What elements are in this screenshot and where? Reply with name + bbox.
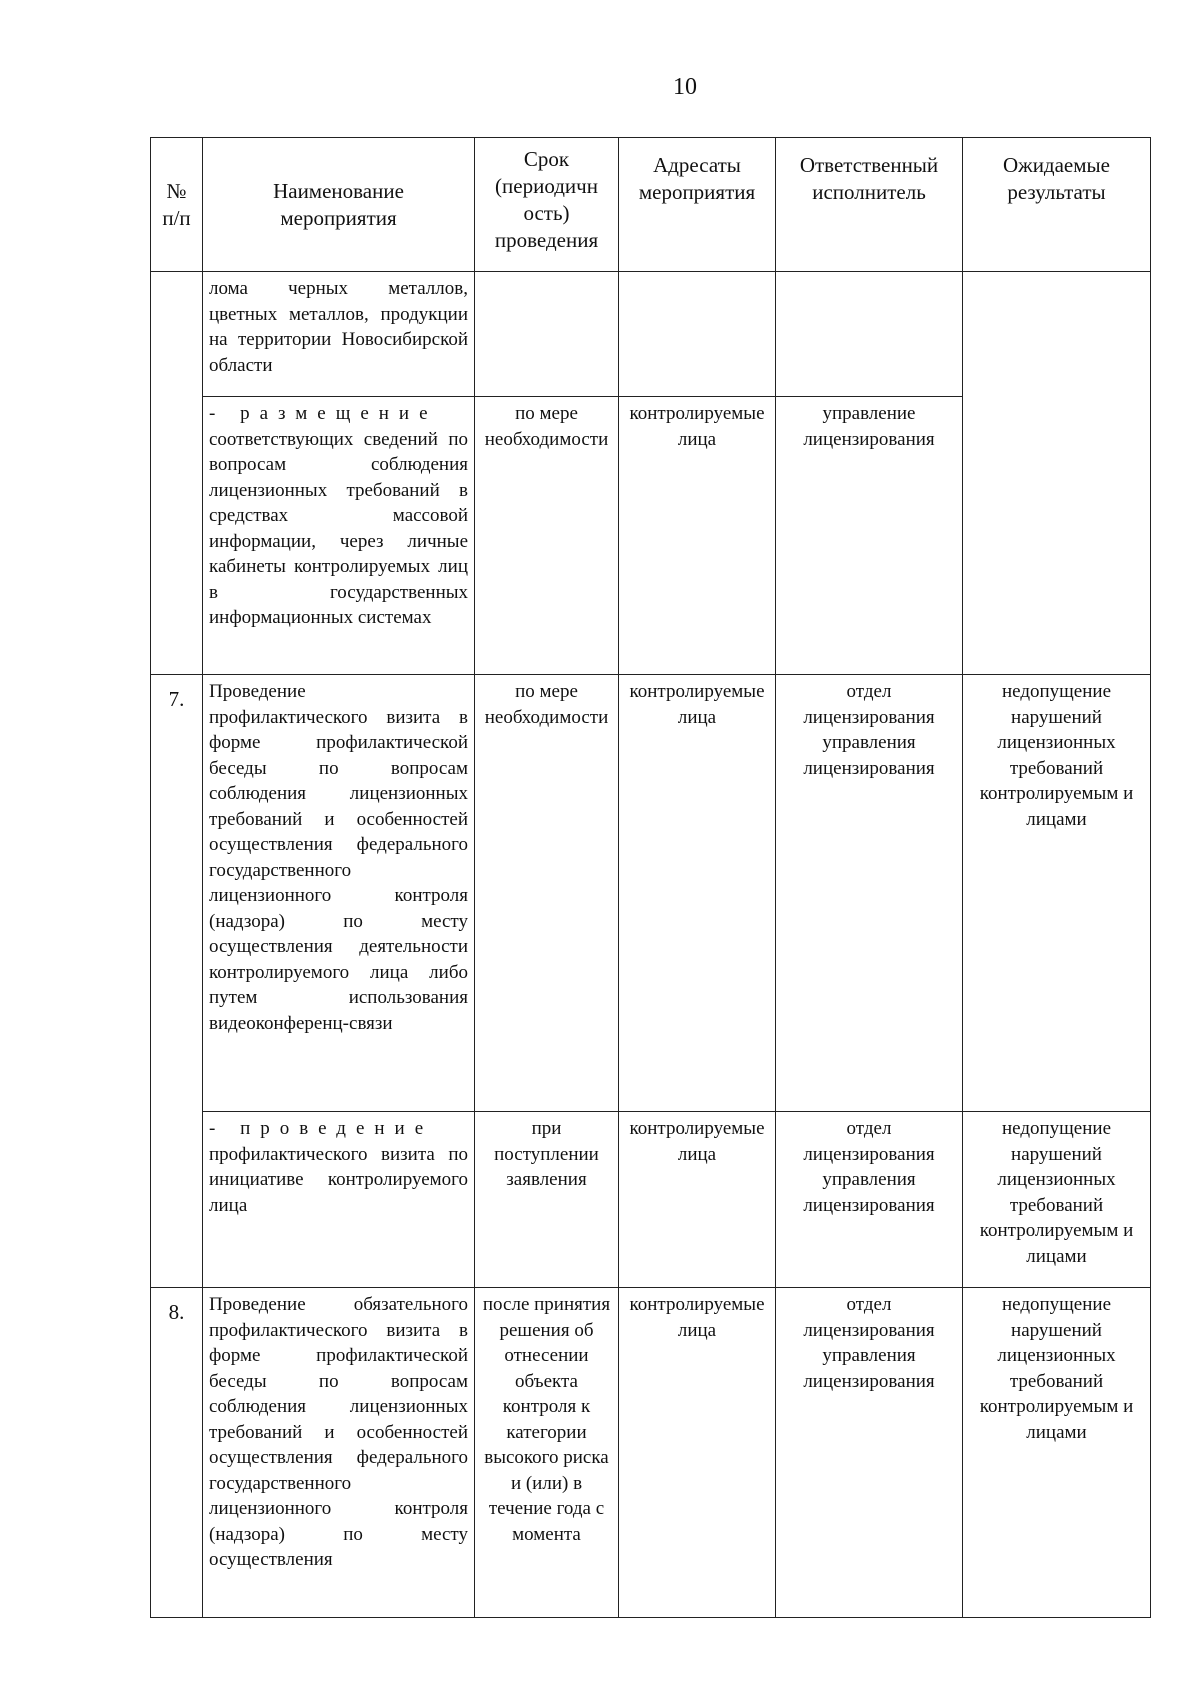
page-number: 10 <box>673 74 697 100</box>
header-num <box>151 138 203 272</box>
row-name-cell: лома черных металлов, цветных металлов, продукции на территории Новосибирской области <box>203 272 475 397</box>
header-term-line: Срок <box>523 147 570 171</box>
row-term-cell: после принятия решения об отнесении объекта контроля к категории высокого риска и (или) в течение года с момента <box>475 1288 619 1618</box>
row-term-cell: по мере необходимости <box>475 675 619 1112</box>
row-addressees-cell: контролируемые лица <box>619 675 776 1112</box>
table-row <box>151 272 1151 397</box>
table-row <box>151 1288 1151 1618</box>
row-results-cell: недопущение нарушений лицензионных требований контролируемым и лицами <box>963 1288 1151 1618</box>
row-responsible-cell: отдел лицензирования управления лицензирования <box>776 1112 963 1288</box>
row-addressees-cell: контролируемые лица <box>619 397 776 675</box>
header-name-line: мероприятия <box>280 205 397 230</box>
header-addressees <box>619 138 776 272</box>
header-name <box>203 138 475 272</box>
row-results-cell: недопущение нарушений лицензионных требований контролируемым и лицами <box>963 1112 1151 1288</box>
row-name-cell: Проведение профилактического визита в форме профилактической беседы по вопросам соблюдения лицензионных требований и особенностей осуществления федерального государственного лицензионного контроля (надзора) по месту осуществления деятельности контролируемого лица либо путем использования видеоконференц-связи <box>203 675 475 1112</box>
header-results <box>963 138 1151 272</box>
row-addressees-cell: контролируемые лица <box>619 1112 776 1288</box>
row-name-text: соответствующих сведений по вопросам соблюдения лицензионных требований в средствах массовой информации, через личные кабинеты контролируемых лиц в государственных информационных системах <box>209 428 468 628</box>
row-name-cell <box>203 397 475 675</box>
header-term-line: проведения <box>494 228 599 252</box>
row-responsible-cell: отдел лицензирования управления лицензирования <box>776 675 963 1112</box>
row-addressees-cell: контролируемые лица <box>619 1288 776 1618</box>
row-name-prefix: - проведение <box>209 1118 434 1139</box>
row-num-cell <box>151 272 203 675</box>
row-name-prefix: - размещение <box>209 403 438 424</box>
events-table <box>150 137 1151 1618</box>
header-term-line: ость) <box>523 201 570 225</box>
row-num-cell: 8. <box>151 1288 203 1618</box>
row-results-cell <box>963 272 1151 675</box>
row-name-cell: Проведение обязательного профилактического визита в форме профилактической беседы по вопросам соблюдения лицензионных требований и особенностей осуществления федерального государственного лицензионного контроля (надзора) по месту осуществления <box>203 1288 475 1618</box>
row-name-cell <box>203 1112 475 1288</box>
header-term <box>475 138 619 272</box>
table-row <box>151 1112 1151 1288</box>
row-term-cell <box>475 272 619 397</box>
header-term-line: (периодичн <box>495 174 598 198</box>
header-name-line: Наименование <box>273 178 404 203</box>
row-addressees-cell <box>619 272 776 397</box>
row-term-cell: по мере необходимости <box>475 397 619 675</box>
row-name-text: профилактического визита по инициативе контролируемого лица <box>209 1143 468 1216</box>
row-term-cell: при поступлении заявления <box>475 1112 619 1288</box>
header-num-line: № <box>166 178 187 203</box>
header-num-line: п/п <box>162 205 191 230</box>
header-addressees-line: Адресаты <box>653 153 741 177</box>
table-row <box>151 675 1151 1112</box>
header-results-line: Ожидаемые <box>1003 153 1110 177</box>
row-results-cell: недопущение нарушений лицензионных требований контролируемым и лицами <box>963 675 1151 1112</box>
row-responsible-cell <box>776 272 963 397</box>
header-responsible-line: Ответственный <box>799 153 939 177</box>
row-responsible-cell: управление лицензирования <box>776 397 963 675</box>
header-responsible <box>776 138 963 272</box>
row-num-cell: 7. <box>151 675 203 1288</box>
header-row <box>151 138 1151 272</box>
row-responsible-cell: отдел лицензирования управления лицензирования <box>776 1288 963 1618</box>
header-addressees-line: мероприятия <box>638 180 756 204</box>
header-results-line: результаты <box>1007 180 1106 204</box>
header-responsible-line: исполнитель <box>812 180 926 204</box>
